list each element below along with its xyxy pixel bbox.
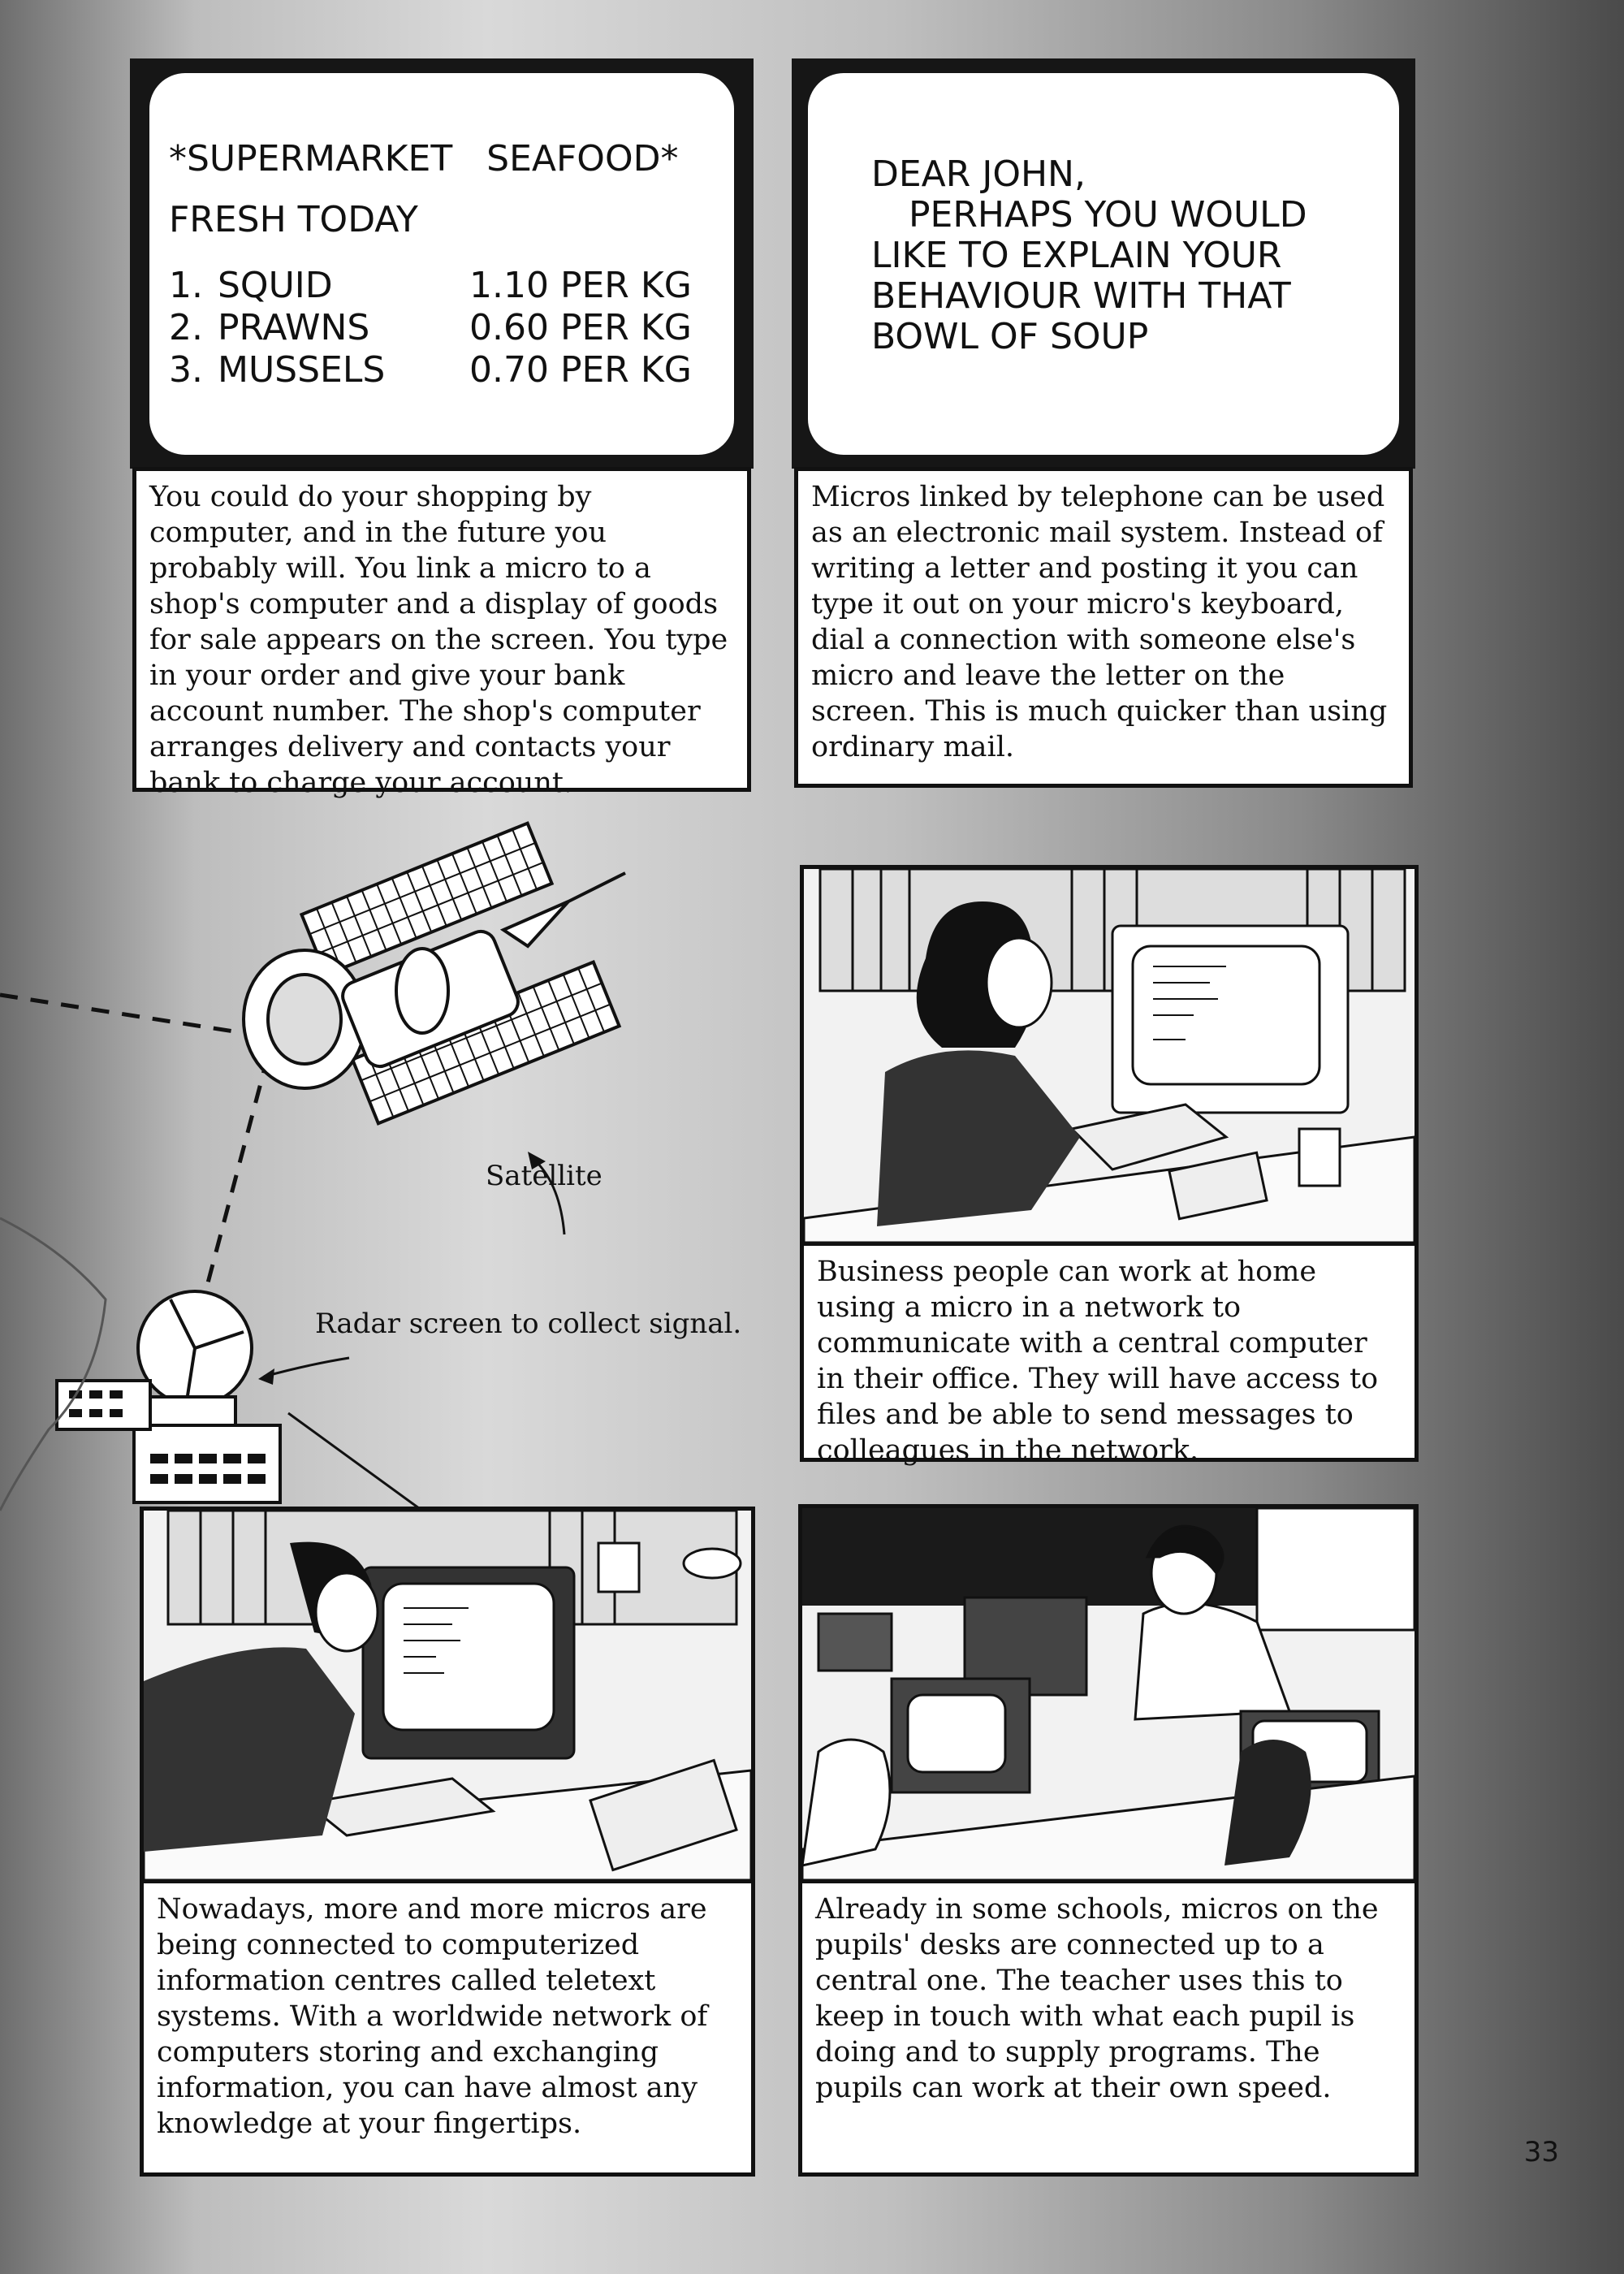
business-panel bbox=[800, 865, 1419, 1467]
supermarket-item: 1. SQUID 1.10 PER KG bbox=[169, 265, 692, 306]
schools-panel bbox=[798, 1504, 1419, 2177]
teletext-panel bbox=[140, 1507, 755, 2177]
email-line: BEHAVIOUR WITH THAT bbox=[871, 275, 1291, 317]
page-number: 33 bbox=[1523, 2136, 1559, 2168]
schools-illustration bbox=[802, 1508, 1415, 1880]
schools-caption: Already in some schools, micros on the pupils' desks are connected up to a central one. The teacher uses this to keep in touch with what each pupil is doing and to supply programs. The pupils can work at their own speed. bbox=[802, 1880, 1415, 2114]
email-line: LIKE TO EXPLAIN YOUR bbox=[871, 235, 1282, 276]
email-caption: Micros linked by telephone can be used as an electronic mail system. Instead of writing a letter and posting it you can type it out on your micro's keyboard, dial a connection with someone else's micro and leave the letter on the screen. This is much quicker than using ordinary mail. bbox=[794, 467, 1413, 788]
supermarket-caption: You could do your shopping by computer, and in the future you probably will. You link a micro to a shop's computer and a display of goods for sale appears on the screen. You type in your order and give your bank account number. The shop's computer arranges delivery and contacts your bank to charge your account. bbox=[132, 467, 751, 792]
email-screen bbox=[808, 73, 1399, 455]
satellite-diagram bbox=[0, 812, 780, 1543]
radar-label: Radar screen to collect signal. bbox=[315, 1308, 742, 1340]
teletext-caption: Nowadays, more and more micros are being connected to computerized information centres called teletext systems. With a worldwide network of computers storing and exchanging information, you can have almost any knowledge at your fingertips. bbox=[144, 1880, 751, 2150]
supermarket-heading: *SUPERMARKET SEAFOOD* bbox=[169, 138, 679, 179]
teletext-illustration bbox=[144, 1511, 751, 1880]
business-illustration bbox=[804, 869, 1415, 1243]
supermarket-subheading: FRESH TODAY bbox=[169, 199, 418, 240]
business-caption: Business people can work at home using a micro in a network to communicate with a central computer in their office. They will have access to files and be able to send messages to colleagues in the network. bbox=[804, 1243, 1415, 1476]
supermarket-screen-frame bbox=[130, 58, 754, 469]
email-line: DEAR JOHN, bbox=[871, 153, 1086, 195]
satellite-label: Satellite bbox=[486, 1160, 603, 1192]
email-line: BOWL OF SOUP bbox=[871, 316, 1149, 357]
supermarket-item: 2. PRAWNS 0.60 PER KG bbox=[169, 307, 692, 348]
supermarket-item: 3. MUSSELS 0.70 PER KG bbox=[169, 349, 692, 391]
email-screen-frame bbox=[792, 58, 1415, 469]
supermarket-screen bbox=[149, 73, 734, 455]
email-line: PERHAPS YOU WOULD bbox=[909, 194, 1307, 236]
